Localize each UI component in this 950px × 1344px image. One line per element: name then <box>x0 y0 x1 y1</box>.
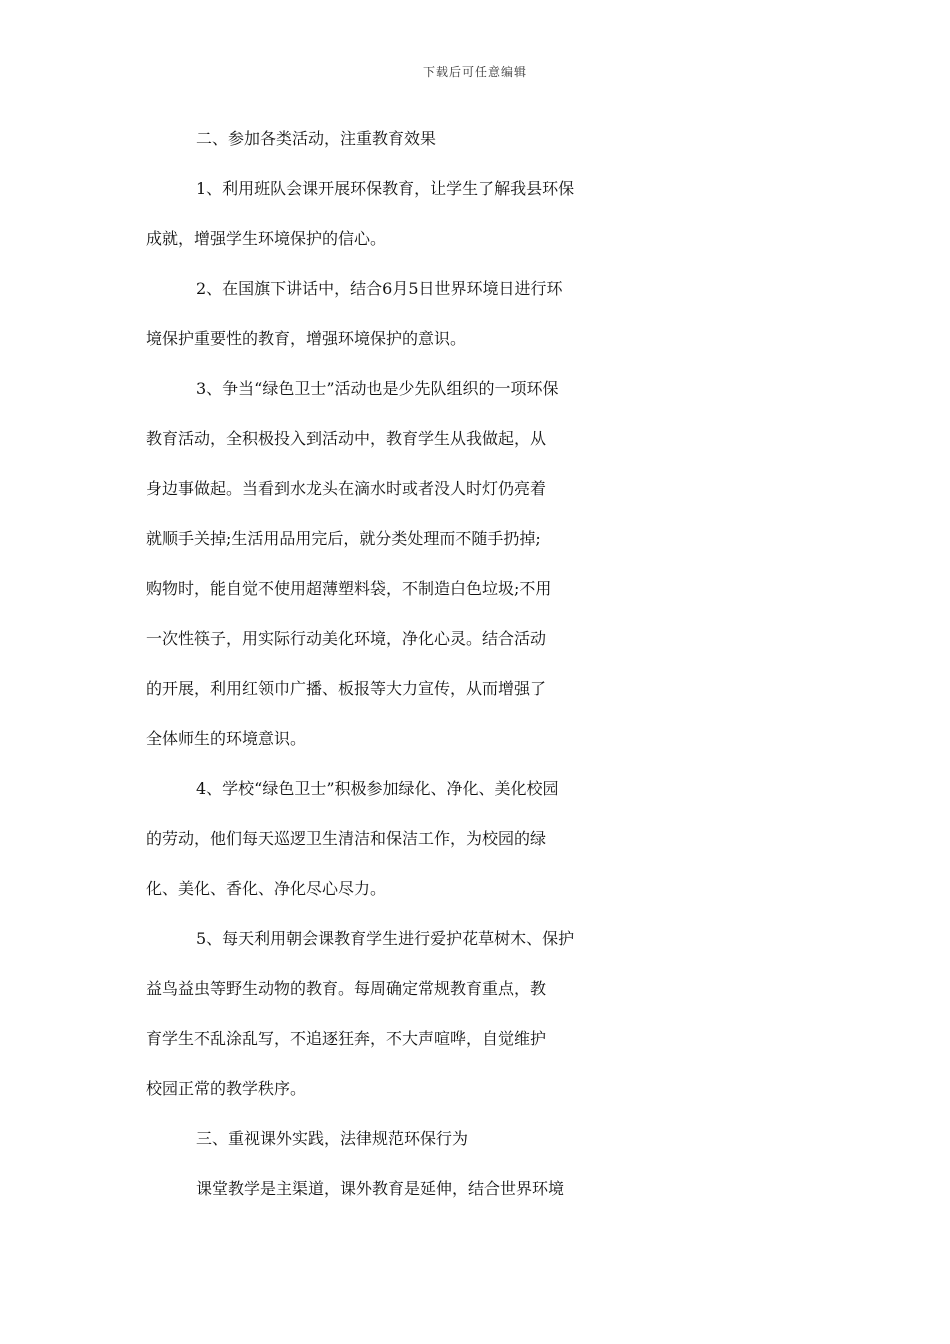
list-item-2 <box>146 276 806 376</box>
text-line: 三、重视课外实践，法律规范环保行为 <box>196 1129 469 1148</box>
text-line: 益鸟益虫等野生动物的教育。每周确定常规教育重点，教 <box>146 979 547 998</box>
list-item-5 <box>146 926 806 1126</box>
text-line: 一次性筷子，用实际行动美化环境，净化心灵。结合活动 <box>146 629 547 648</box>
text-line: 身边事做起。当看到水龙头在滴水时或者没人时灯仍亮着 <box>146 479 547 498</box>
text-line: 全体师生的环境意识。 <box>146 729 307 748</box>
text-line: 二、参加各类活动，注重教育效果 <box>196 129 437 148</box>
list-item-4 <box>146 776 806 926</box>
page-header-note: 下载后可任意编辑 <box>422 65 527 79</box>
text-line: 课堂教学是主渠道，课外教育是延伸，结合世界环境 <box>196 1179 565 1198</box>
list-item-3 <box>146 376 806 776</box>
text-line: 境保护重要性的教育，增强环境保护的意识。 <box>146 329 467 348</box>
text-line: 3、争当“绿色卫士”活动也是少先队组织的一项环保 <box>196 379 559 398</box>
section-heading-2 <box>146 126 806 176</box>
paragraph-last <box>146 1176 806 1226</box>
text-line: 2、在国旗下讲话中，结合6月5日世界环境日进行环 <box>196 279 563 298</box>
text-line: 购物时，能自觉不使用超薄塑料袋，不制造白色垃圾;不用 <box>146 579 552 598</box>
list-item-1 <box>146 176 806 276</box>
text-line: 的开展，利用红领巾广播、板报等大力宣传，从而增强了 <box>146 679 547 698</box>
text-line: 的劳动，他们每天巡逻卫生清洁和保洁工作，为校园的绿 <box>146 829 547 848</box>
text-line: 5、每天利用朝会课教育学生进行爱护花草树木、保护 <box>196 929 575 948</box>
text-line: 校园正常的教学秩序。 <box>146 1079 307 1098</box>
text-line: 教育活动，全积极投入到活动中，教育学生从我做起，从 <box>146 429 547 448</box>
text-line: 就顺手关掉;生活用品用完后，就分类处理而不随手扔掉; <box>146 529 541 548</box>
text-line: 4、学校“绿色卫士”积极参加绿化、净化、美化校园 <box>196 779 559 798</box>
text-line: 化、美化、香化、净化尽心尽力。 <box>146 879 387 898</box>
document-body <box>146 126 806 1226</box>
text-line: 育学生不乱涂乱写，不追逐狂奔，不大声喧哗，自觉维护 <box>146 1029 547 1048</box>
text-line: 成就，增强学生环境保护的信心。 <box>146 229 387 248</box>
text-line: 1、利用班队会课开展环保教育，让学生了解我县环保 <box>196 179 575 198</box>
section-heading-3 <box>146 1126 806 1176</box>
